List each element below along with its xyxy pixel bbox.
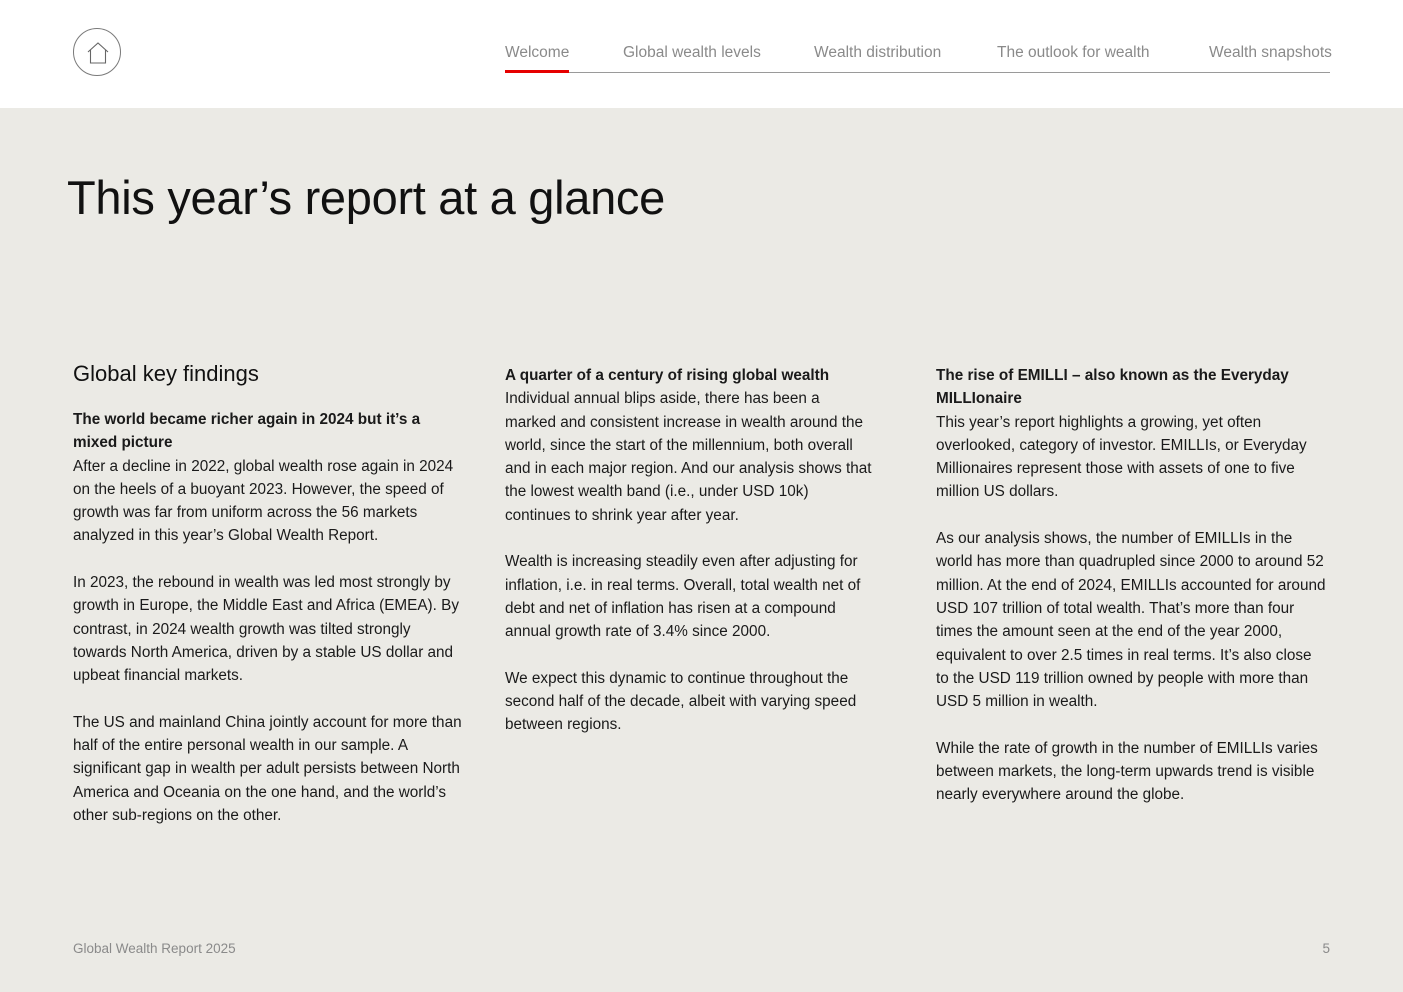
paragraph: In 2023, the rebound in wealth was led most strongly by growth in Europe, the Middle East and Africa (EMEA). By contrast, in 2024 wealth growth was tilted strongly towards North America, driven by a stable US dollar and upbeat financial markets. <box>73 574 459 685</box>
nav-tab-wealth-snapshots[interactable]: Wealth snapshots <box>1209 44 1332 61</box>
page-title: This year’s report at a glance <box>67 171 665 224</box>
footer-report-title: Global Wealth Report 2025 <box>73 941 236 956</box>
finding-heading: The rise of EMILLI – also known as the Everyday MILLIonaire <box>936 367 1289 408</box>
section-heading: Global key findings <box>73 361 259 386</box>
paragraph: As our analysis shows, the number of EMILLIs in the world has more than quadrupled since 2000 to around 52 million. At the end of 2024, EMILLIs accounted for around USD 107 trillion of total wealth. That’s more than four times the amount seen at the end of the year 2000, equivalent to over 2.5 times in real terms. It’s also close to the USD 119 trillion owned by people with more than USD 5 million in wealth. <box>936 530 1326 711</box>
paragraph: While the rate of growth in the number of EMILLIs varies between markets, the long-term upwards trend is visible nearly everywhere around the globe. <box>936 739 1318 804</box>
home-icon <box>86 41 110 65</box>
column-global-key-findings <box>73 360 463 851</box>
paragraph: After a decline in 2022, global wealth rose again in 2024 on the heels of a buoyant 2023. However, the speed of growth was far from uniform across the 56 markets analyzed in this year’s Global Wealth Report. <box>73 457 454 545</box>
home-button[interactable] <box>73 28 121 76</box>
paragraph: This year’s report highlights a growing, yet often overlooked, category of investor. EMILLIs, or Everyday Millionaires represent those with assets of one to five million US dollars. <box>936 413 1307 501</box>
nav-tab-global-wealth-levels[interactable]: Global wealth levels <box>623 44 761 61</box>
paragraph: The US and mainland China jointly account for more than half of the entire personal wealth in our sample. A significant gap in wealth per adult persists between North America and Oceania on the one hand, and the world’s other sub-regions on the other. <box>73 713 462 825</box>
paragraph: We expect this dynamic to continue throughout the second half of the decade, albeit with varying speed between regions. <box>505 669 857 734</box>
top-navigation <box>505 42 1330 73</box>
finding-heading: The world became richer again in 2024 but it’s a mixed picture <box>73 411 421 452</box>
column-rise-of-emilli <box>936 364 1328 830</box>
nav-tab-outlook-for-wealth[interactable]: The outlook for wealth <box>997 44 1150 61</box>
page-number: 5 <box>1322 941 1330 956</box>
paragraph: Individual annual blips aside, there has been a marked and consistent increase in wealth around the world, since the start of the millennium, both overall and in each major region. And our analysis shows that the lowest wealth band (i.e., under USD 10k) continues to shrink year after year. <box>505 390 872 524</box>
nav-tab-wealth-distribution[interactable]: Wealth distribution <box>814 44 942 61</box>
paragraph: Wealth is increasing steadily even after adjusting for inflation, i.e. in real terms. Overall, total wealth net of debt and net of inflation has risen at a compound annual growth rate of 3.4% since 2000. <box>505 553 861 641</box>
nav-tab-welcome[interactable]: Welcome <box>505 42 569 72</box>
header <box>0 0 1403 108</box>
finding-heading: A quarter of a century of rising global wealth <box>505 367 830 384</box>
column-rising-global-wealth <box>505 364 873 760</box>
